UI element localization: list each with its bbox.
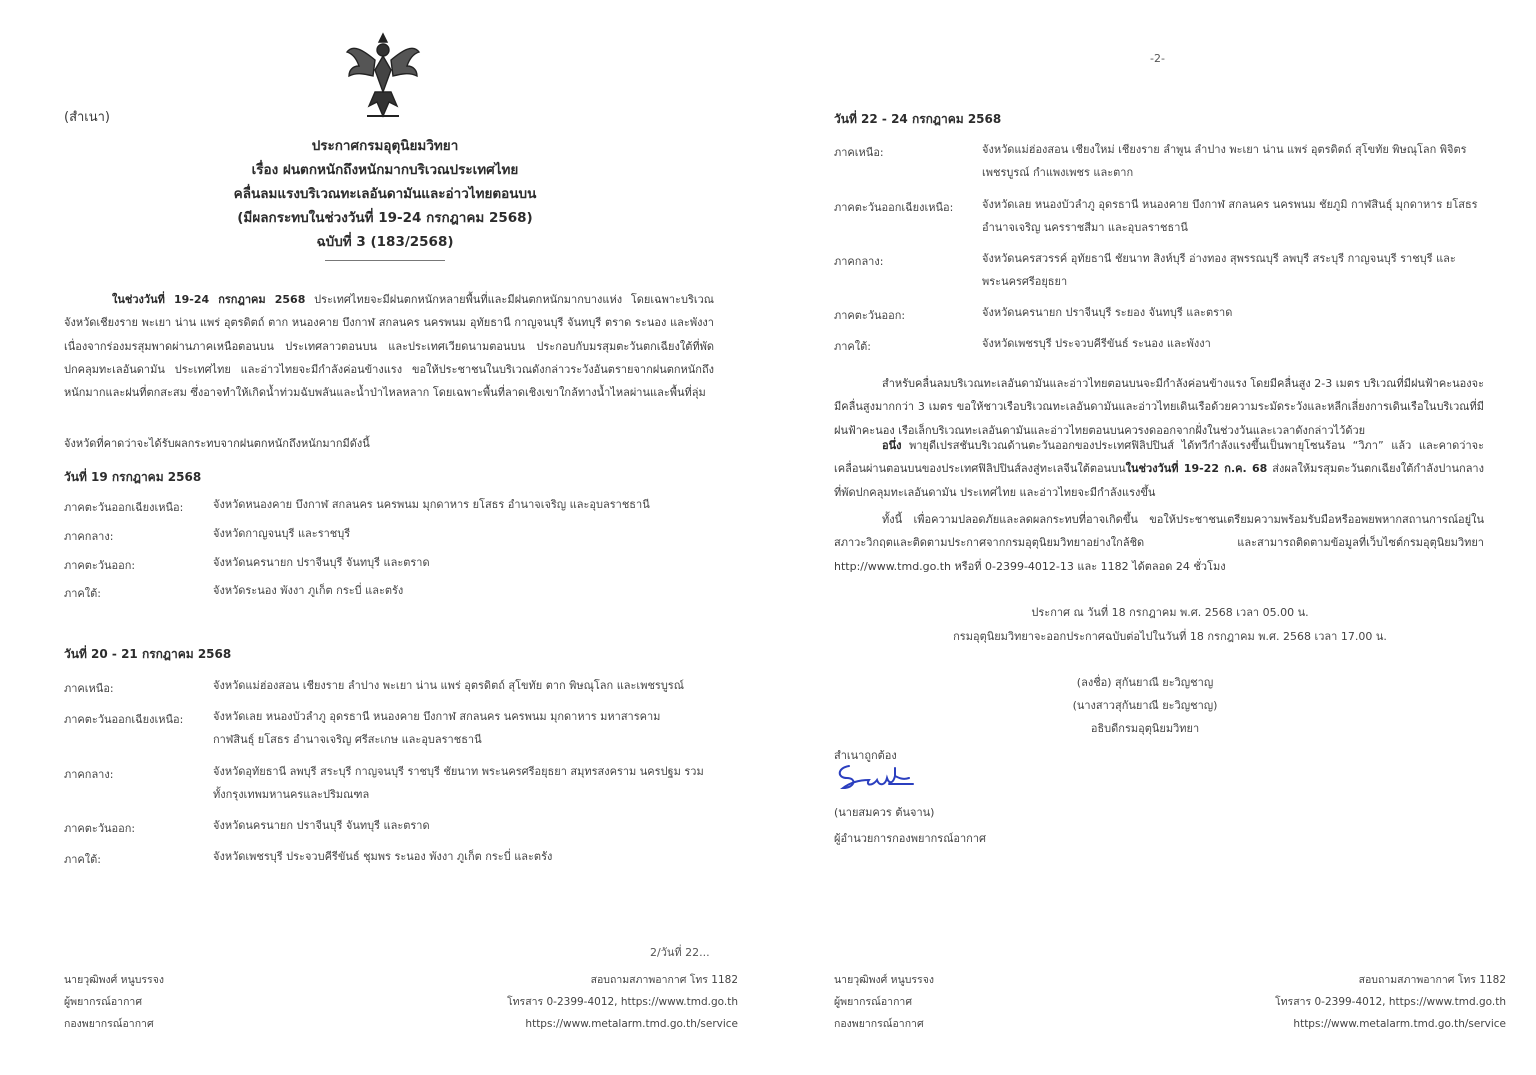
sign-line-3: อธิบดีกรมอุตุนิยมวิทยา (1090, 722, 1200, 735)
intro-bold: ในช่วงวันที่ 19-24 กรกฎาคม 2568 (112, 293, 306, 306)
day20-east-label: ภาคตะวันออก: (64, 822, 136, 835)
forecaster-name: นายวุฒิพงศ์ หนูบรรจง (64, 974, 164, 986)
day20-south-value: จังหวัดเพชรบุรี ประจวบคีรีขันธ์ ชุมพร ระนอง พังงา ภูเก็ต กระบี่ และตรัง (213, 850, 553, 863)
title-line-waves: คลื่นลมแรงบริเวณทะเลอันดามันและอ่าวไทยตอนบน (233, 186, 537, 202)
day22-south-value: จังหวัดเพชรบุรี ประจวบคีรีขันธ์ ระนอง และพังงา (982, 337, 1211, 350)
day19-heading: วันที่ 19 กรกฎาคม 2568 (64, 470, 202, 484)
title-line-period: (มีผลกระทบในช่วงวันที่ 19-24 กรกฎาคม 2568) (237, 210, 533, 226)
storm-paragraph (834, 434, 1484, 504)
storm-bold-2: ในช่วงวันที่ 19-22 ก.ค. 68 (1125, 462, 1268, 476)
forecaster-name: นายวุฒิพงศ์ หนูบรรจง (834, 974, 934, 986)
title-divider (325, 260, 445, 261)
certified-label: สำเนาถูกต้อง (834, 749, 897, 762)
day22-north-value: จังหวัดแม่ฮ่องสอน เชียงใหม่ เชียงราย ลำพูน ลำปาง พะเยา น่าน แพร่ อุตรดิตถ์ สุโขทัย พิษณุโลก พิจิตร เพชรบูรณ์ กำแพงเพชร และตาก (982, 143, 1467, 179)
day22-east-value: จังหวัดนครนายก ปราจีนบุรี ระยอง จันทบุรี และตราด (982, 306, 1233, 319)
announcement-title (190, 134, 580, 261)
day20-south-label: ภาคใต้: (64, 853, 102, 866)
sign-line-2: (นางสาวสุกันยาณี ยะวิญชาญ) (1072, 699, 1218, 712)
certifier-title: ผู้อำนวยการกองพยากรณ์อากาศ (834, 832, 987, 845)
day20-central-label: ภาคกลาง: (64, 768, 114, 781)
sign-line-1: (ลงชื่อ) สุกันยาณี ยะวิญชาญ (1076, 676, 1214, 689)
day19-central-label: ภาคกลาง: (64, 530, 114, 543)
day20-ne-value: จังหวัดเลย หนองบัวลำภู อุดรธานี หนองคาย บึงกาฬ สกลนคร นครพนม มุกดาหาร มหาสารคาม กาฬสินธุ์ ยโสธร อำนาจเจริญ ศรีสะเกษ และอุบลราชธานี (213, 710, 661, 746)
title-line-issue: ฉบับที่ 3 (183/2568) (316, 234, 454, 250)
waves-paragraph: สำหรับคลื่นลมบริเวณทะเลอันดามันและอ่าวไทยตอนบนจะมีกำลังค่อนข้างแรง โดยมีคลื่นสูง 2-3 เมตร บริเวณที่มีฝนฟ้าคะนองจะมีคลื่นสูงมากกว่า 3 เมตร ขอให้ชาวเรือบริเวณทะเลอันดามันและอ่าวไทยเดินเรือด้วยความระมัดระวังและหลีกเลี่ยงการเดินเรือในบริเวณที่มีฝนฟ้าคะนอง เรือเล็กบริเวณทะเลอันดามันและอ่าวไทยตอนบนควรงดออกจากฝั่งในช่วงวันและเวลาดังกล่าวไว้ด้วย (834, 377, 1484, 437)
day22-south-label: ภาคใต้: (834, 340, 872, 353)
announce-date: ประกาศ ณ วันที่ 18 กรกฎาคม พ.ศ. 2568 เวลา 05.00 น. (1031, 606, 1309, 619)
handwritten-signature-icon (835, 760, 917, 796)
day19-ne-value: จังหวัดหนองคาย บึงกาฬ สกลนคร นครพนม มุกดาหาร ยโสธร อำนาจเจริญ และอุบลราชธานี (213, 498, 650, 511)
day20-heading: วันที่ 20 - 21 กรกฎาคม 2568 (64, 647, 232, 661)
storm-bold-1: อนึ่ง (882, 439, 902, 452)
day19-east-label: ภาคตะวันออก: (64, 559, 136, 572)
day22-central-label: ภาคกลาง: (834, 255, 884, 268)
hotline: สอบถามสภาพอากาศ โทร 1182 (590, 974, 738, 986)
day19-east-value: จังหวัดนครนายก ปราจีนบุรี จันทบุรี และตราด (213, 556, 430, 569)
day22-heading: วันที่ 22 - 24 กรกฎาคม 2568 (834, 112, 1002, 126)
forecaster-title: ผู้พยากรณ์อากาศ (64, 996, 142, 1008)
metalarm-url: https://www.metalarm.tmd.go.th/service (525, 1018, 738, 1030)
day22-ne-label: ภาคตะวันออกเฉียงเหนือ: (834, 201, 954, 214)
day22-north-label: ภาคเหนือ: (834, 146, 884, 159)
certifier-name: (นายสมควร ต้นจาน) (834, 806, 935, 819)
next-issue: กรมอุตุนิยมวิทยาจะออกประกาศฉบับต่อไปในวันที่ 18 กรกฎาคม พ.ศ. 2568 เวลา 17.00 น. (953, 630, 1387, 643)
day20-central-value: จังหวัดอุทัยธานี ลพบุรี สระบุรี กาญจนบุรี ราชบุรี ชัยนาท พระนครศรีอยุธยา สมุทรสงคราม นครปฐม รวมทั้งกรุงเทพมหานครและปริมณฑล (213, 765, 704, 801)
day19-south-label: ภาคใต้: (64, 587, 102, 600)
document-page-2 (770, 0, 1536, 1075)
title-line-subject: เรื่อง ฝนตกหนักถึงหนักมากบริเวณประเทศไทย (251, 162, 519, 178)
day22-east-label: ภาคตะวันออก: (834, 309, 906, 322)
metalarm-url: https://www.metalarm.tmd.go.th/service (1293, 1018, 1506, 1030)
intro-text: ประเทศไทยจะมีฝนตกหนักหลายพื้นที่และมีฝนตกหนักมากบางแห่ง โดยเฉพาะบริเวณจังหวัดเชียงราย พะเยา น่าน แพร่ อุตรดิตถ์ ตาก หนองคาย บึงกาฬ สกลนคร นครพนม อุทัยธานี กาญจนบุรี จันทบุรี ตราด ระนอง และพังงา เนื่องจากร่องมรสุมพาดผ่านภาคเหนือตอนบน ประเทศลาวตอนบน และประเทศเวียดนามตอนบน ประกอบกับมรสุมตะวันตกเฉียงใต้ที่พัดปกคลุมทะเลอันดามัน ประเทศไทย และอ่าวไทยจะมีกำลังค่อนข้างแรง ขอให้ประชาชนในบริเวณดังกล่าวระวังอันตรายจากฝนตกหนักถึงหนักมากและฝนที่ตกสะสม ซึ่งอาจทำให้เกิดน้ำท่วมฉับพลันและน้ำป่าไหลหลาก โดยเฉพาะพื้นที่ลาดเชิงเขาใกล้ทางน้ำไหลผ่านและพื้นที่ลุ่ม (64, 293, 714, 400)
forecaster-title: ผู้พยากรณ์อากาศ (834, 996, 912, 1008)
day19-central-value: จังหวัดกาญจนบุรี และราชบุรี (213, 527, 351, 540)
forecaster-division: กองพยากรณ์อากาศ (64, 1018, 154, 1030)
title-line-agency: ประกาศกรมอุตุนิยมวิทยา (311, 138, 459, 154)
day19-south-value: จังหวัดระนอง พังงา ภูเก็ต กระบี่ และตรัง (213, 584, 404, 597)
page1-footer-right (420, 969, 738, 1035)
forecaster-division: กองพยากรณ์อากาศ (834, 1018, 924, 1030)
day20-north-label: ภาคเหนือ: (64, 682, 114, 695)
day20-ne-label: ภาคตะวันออกเฉียงเหนือ: (64, 713, 184, 726)
day19-ne-label: ภาคตะวันออกเฉียงเหนือ: (64, 501, 184, 514)
day20-north-value: จังหวัดแม่ฮ่องสอน เชียงราย ลำปาง พะเยา น่าน แพร่ อุตรดิตถ์ สุโขทัย ตาก พิษณุโลก และเพชรบูรณ์ (213, 679, 684, 692)
page-number: -2- (1150, 52, 1165, 65)
safety-paragraph: ทั้งนี้ เพื่อความปลอดภัยและลดผลกระทบที่อาจเกิดขึ้น ขอให้ประชาชนเตรียมความพร้อมรับมือหรืออพยพหากสถานการณ์อยู่ในสภาวะวิกฤตและติดตามประกาศจากกรมอุตุนิยมวิทยาอย่างใกล้ชิด และสามารถติดตามข้อมูลที่เว็บไซต์กรมอุตุนิยมวิทยา http://www.tmd.go.th หรือที่ 0-2399-4012-13 และ 1182 ได้ตลอด 24 ชั่วโมง (834, 513, 1484, 573)
fax-website: โทรสาร 0-2399-4012, https://www.tmd.go.th (1275, 996, 1506, 1008)
page2-footer-right (1190, 969, 1506, 1035)
copy-mark: (สำเนา) (64, 110, 111, 125)
intro-paragraph (64, 288, 714, 404)
continue-ref: 2/วันที่ 22... (650, 946, 710, 959)
page2-footer-left (834, 969, 934, 1035)
page1-footer-left (64, 969, 164, 1035)
day22-ne-value: จังหวัดเลย หนองบัวลำภู อุดรธานี หนองคาย บึงกาฬ สกลนคร นครพนม ชัยภูมิ กาฬสินธุ์ มุกดาหาร ยโสธร อำนาจเจริญ นครราชสีมา และอุบลราชธานี (982, 198, 1478, 234)
storm-text-2: ส่งผลให้มรสุมตะวันตกเฉียงใต้กำลังปานกลางที่พัดปกคลุมทะเลอันดามัน ประเทศไทย และอ่าวไทยจะมีกำลังแรงขึ้น (834, 462, 1484, 499)
day22-central-value: จังหวัดนครสวรรค์ อุทัยธานี ชัยนาท สิงห์บุรี อ่างทอง สุพรรณบุรี ลพบุรี สระบุรี กาญจนบุรี ราชบุรี และพระนครศรีอยุธยา (982, 252, 1456, 288)
affected-intro: จังหวัดที่คาดว่าจะได้รับผลกระทบจากฝนตกหนักถึงหนักมากมีดังนี้ (64, 437, 370, 450)
fax-website: โทรสาร 0-2399-4012, https://www.tmd.go.th (507, 996, 738, 1008)
garuda-emblem-icon (345, 30, 421, 122)
hotline: สอบถามสภาพอากาศ โทร 1182 (1358, 974, 1506, 986)
day20-east-value: จังหวัดนครนายก ปราจีนบุรี จันทบุรี และตราด (213, 819, 430, 832)
storm-text-1: พายุดีเปรสชันบริเวณด้านตะวันออกของประเทศฟิลิปปินส์ ได้ทวีกำลังแรงขึ้นเป็นพายุโซนร้อน “วิภา” แล้ว และคาดว่าจะเคลื่อนผ่านตอนบนของประเทศฟิลิปปินส์ลงสู่ทะเลจีนใต้ตอนบน (834, 439, 1484, 476)
